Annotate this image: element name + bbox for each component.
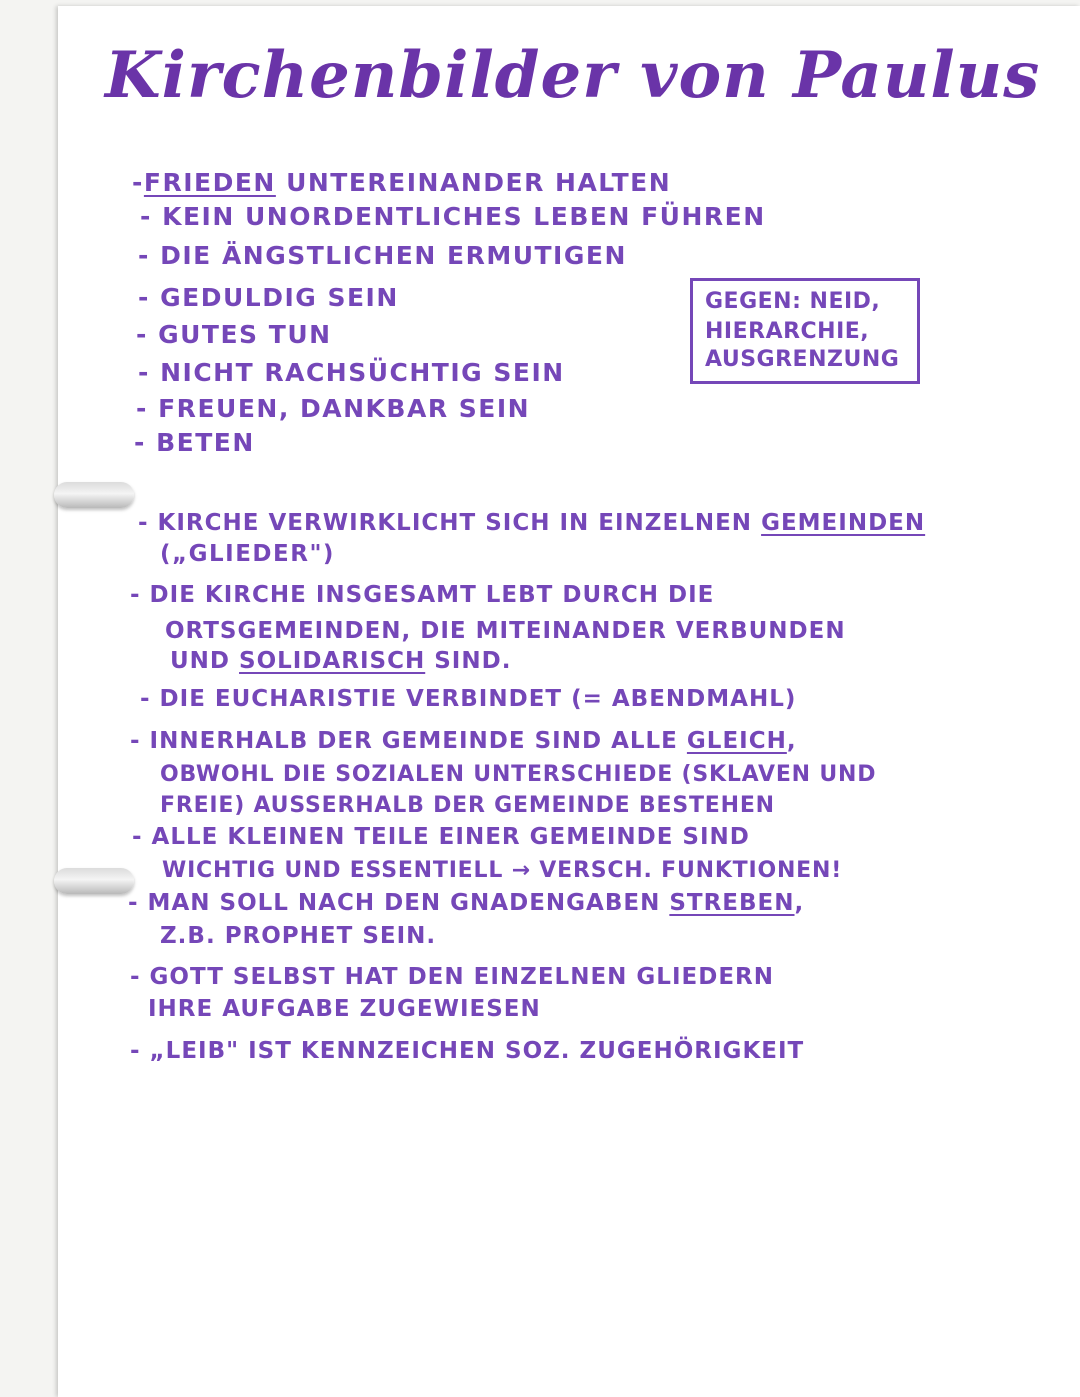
list-item: - DIE ÄNGSTLICHEN ERMUTIGEN [138,241,627,270]
list-item: - GUTES TUN [136,320,332,349]
list-line: IHRE AUFGABE ZUGEWIESEN [148,996,541,1022]
binder-ring-bottom [54,868,134,894]
list-item: - MAN SOLL NACH DEN GNADENGABEN STREBEN, [128,890,805,916]
list-item: - FREUEN, DANKBAR SEIN [136,394,531,423]
list-line: UND SOLIDARISCH SIND. [170,648,512,674]
box-line: GEGEN: NEID, [705,289,881,314]
list-item: - DIE KIRCHE INSGESAMT LEBT DURCH DIE [130,582,715,608]
list-item: - GEDULDIG SEIN [138,283,399,312]
list-item: - INNERHALB DER GEMEINDE SIND ALLE GLEICH, [130,728,797,754]
list-line: ORTSGEMEINDEN, DIE MITEINANDER VERBUNDEN [165,618,846,644]
list-item: - DIE EUCHARISTIE VERBINDET (= ABENDMAHL) [140,686,797,712]
list-item: - KEIN UNORDENTLICHES LEBEN FÜHREN [140,202,766,231]
list-line: OBWOHL DIE SOZIALEN UNTERSCHIEDE (SKLAVEN UND [160,762,877,787]
list-line: FREIE) AUSSERHALB DER GEMEINDE BESTEHEN [160,793,775,818]
list-line: („GLIEDER") [160,541,335,567]
list-item: -FRIEDEN UNTEREINANDER HALTEN [132,168,672,197]
list-item: - KIRCHE VERWIRKLICHT SICH IN EINZELNEN GEMEINDEN [138,510,926,536]
binder-ring-top [54,482,134,508]
list-item: - „LEIB" IST KENNZEICHEN SOZ. ZUGEHÖRIGKEIT [130,1038,805,1064]
list-item: - ALLE KLEINEN TEILE EINER GEMEINDE SIND [132,824,750,850]
box-line: AUSGRENZUNG [705,347,900,372]
list-item: - NICHT RACHSÜCHTIG SEIN [138,358,565,387]
box-line: HIERARCHIE, [705,319,870,344]
list-item: - GOTT SELBST HAT DEN EINZELNEN GLIEDERN [130,964,774,990]
list-line: Z.B. PROPHET SEIN. [160,923,437,949]
list-line: WICHTIG UND ESSENTIELL → VERSCH. FUNKTIONEN! [162,858,843,883]
against-box [690,278,920,384]
page-title: Kirchenbilder von Paulus [105,38,1041,113]
list-item: - BETEN [134,428,255,457]
